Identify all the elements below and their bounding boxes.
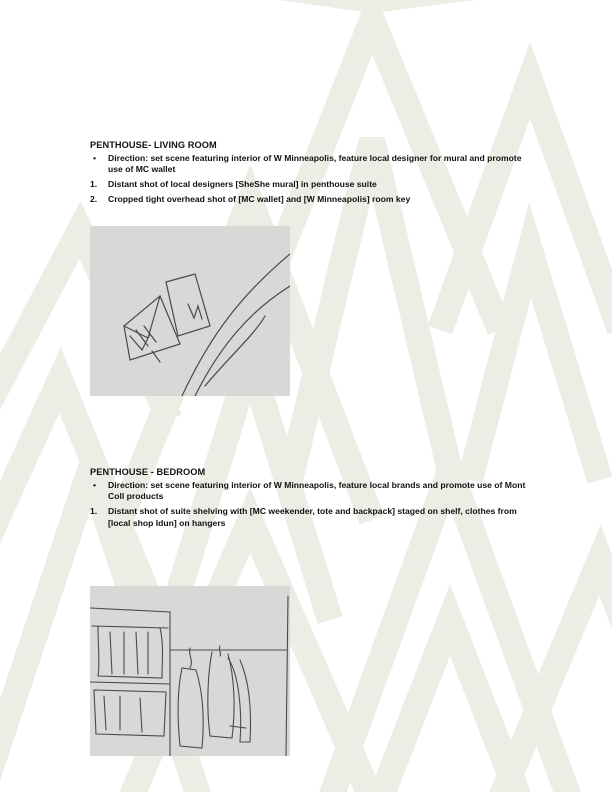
- shot-number: 2.: [90, 193, 98, 204]
- bullet-marker: •: [93, 480, 97, 490]
- shot-number: 1.: [90, 179, 98, 190]
- direction-item: [90, 153, 530, 175]
- direction-text: Direction: set scene featuring interior of W Minneapolis, feature local designer for mural and promote use of MC wallet: [108, 153, 522, 175]
- section-living-room: [90, 140, 530, 209]
- bullet-marker: •: [93, 153, 97, 163]
- section-bedroom: [90, 467, 530, 533]
- shot-text: Cropped tight overhead shot of [MC wallet] and [W Minneapolis] room key: [108, 193, 411, 204]
- section-heading: PENTHOUSE- LIVING ROOM: [90, 140, 217, 150]
- shot-item: [90, 194, 530, 205]
- shot-item: [90, 506, 530, 528]
- direction-text: Direction: set scene featuring interior of W Minneapolis, feature local brands and promote use of Mont Coll products: [108, 480, 526, 502]
- storyboard-sketch-shelving: [90, 586, 290, 756]
- shot-number: 1.: [90, 506, 98, 517]
- shot-text: Distant shot of suite shelving with [MC weekender, tote and backpack] staged on shelf, clothes from [local shop Idun] on hangers: [108, 506, 517, 528]
- shot-text: Distant shot of local designers [SheShe mural] in penthouse suite: [108, 179, 377, 190]
- storyboard-sketch-wallet-key: [90, 226, 290, 396]
- shot-item: [90, 179, 530, 190]
- direction-item: [90, 480, 530, 502]
- section-heading: PENTHOUSE - BEDROOM: [90, 467, 206, 477]
